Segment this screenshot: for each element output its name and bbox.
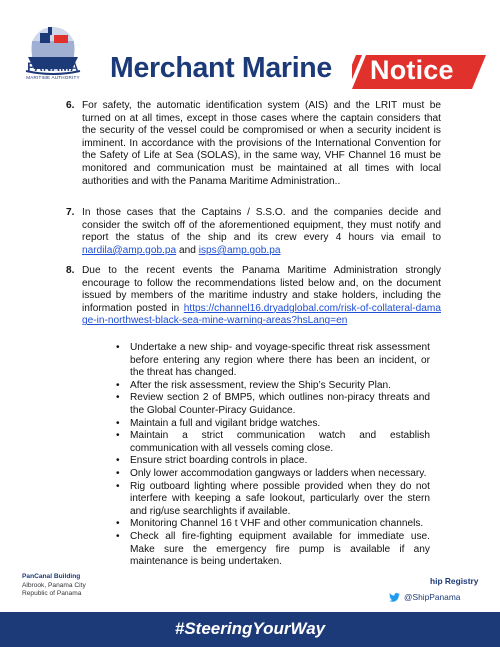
recommendations-list (116, 342, 430, 569)
org-subtitle: MARITIME AUTHORITY (26, 75, 80, 80)
list-item: • Ensure strict boarding controls in place. (116, 455, 430, 468)
footer-city: Albrook, Panama City (22, 581, 86, 589)
paragraph-7 (66, 207, 441, 257)
maritime-authority-logo (18, 14, 88, 92)
footer-address (22, 573, 86, 599)
footer-hashtag: #SteeringYourWay (174, 619, 326, 638)
list-item: • Maintain a strict communication watch and establish communication with all vessels coming close. (116, 430, 430, 455)
list-item: • After the risk assessment, review the Ship’s Security Plan. (116, 380, 430, 393)
paragraph-6 (66, 100, 441, 188)
list-item: • Monitoring Channel 16 t VHF and other communication channels. (116, 518, 430, 531)
org-name: PANAMA (27, 62, 79, 74)
email-link-isps[interactable]: isps@amp.gob.pa (198, 244, 281, 256)
list-item: • Maintain a full and vigilant bridge watches. (116, 418, 430, 431)
page-title: Merchant Marine (110, 52, 332, 84)
list-item: • Review section 2 of BMP5, which outlines non-piracy threats and the Global Counter-Piracy Guidance. (116, 392, 430, 417)
list-item: • Undertake a new ship- and voyage-specific threat risk assessment before entering any region where there has been an incident, or the threat has changed. (116, 342, 430, 380)
page-header (0, 0, 500, 100)
notice-badge: Notice (370, 55, 454, 85)
footer-registry: hip Registry (430, 576, 479, 586)
paragraph-8 (66, 265, 441, 328)
paragraph-text: In those cases that the Captains / S.S.O. and the companies decide and consider the switch off of the aforementioned equipment, they must notify and report the status of the ship and its crew every 4 hours via email to (82, 207, 441, 244)
footer-country: Republic of Panama (22, 590, 82, 598)
list-item: • Only lower accommodation gangways or ladders when necessary. (116, 468, 430, 481)
email-link-nardila[interactable]: nardila@amp.gob.pa (82, 244, 177, 256)
list-item: • Check all fire-fighting equipment available for immediate use. Make sure the emergency fire pump is available if any maintenance is being undertaken. (116, 531, 430, 569)
paragraph-text: Due to the recent events the Panama Maritime Administration strongly encourage to follow the recommendations listed below and, on the document issued by members of the maritime industry and stake holders, including the information posted in (82, 265, 441, 314)
dryad-global-link[interactable]: https://channel16.dryadglobal.com/risk-of-collateral-damage-in-northwest-black-sea-mine-warning-areas?hsLang=en (82, 302, 441, 327)
paragraph-number: 6. (66, 100, 75, 111)
paragraph-text: For safety, the automatic identification system (AIS) and the LRIT must be turned on at all times, except in those cases where the captain considers that the security of the vessel could be compromised or when a security incident is imminent. In accordance with the provisions of the International Convention for the Safety of Life at Sea (SOLAS), in the same way, VHF Channel 16 must be monitored and communication must be maintained at all times with local authorities and with the Panama Maritime Administration.. (82, 100, 441, 187)
footer-building: PanCanal Building (22, 573, 81, 580)
footer-social[interactable] (389, 592, 460, 602)
list-item: • Rig outboard lighting where possible provided when they do not interfere with keeping a safe lookout, particularly over the stern and rig/use searchlights if available. (116, 481, 430, 519)
twitter-handle: @ShipPanama (404, 592, 461, 602)
paragraph-number: 8. (66, 265, 75, 276)
joiner-text: and (178, 244, 196, 256)
paragraph-number: 7. (66, 207, 75, 218)
twitter-icon (389, 593, 400, 602)
